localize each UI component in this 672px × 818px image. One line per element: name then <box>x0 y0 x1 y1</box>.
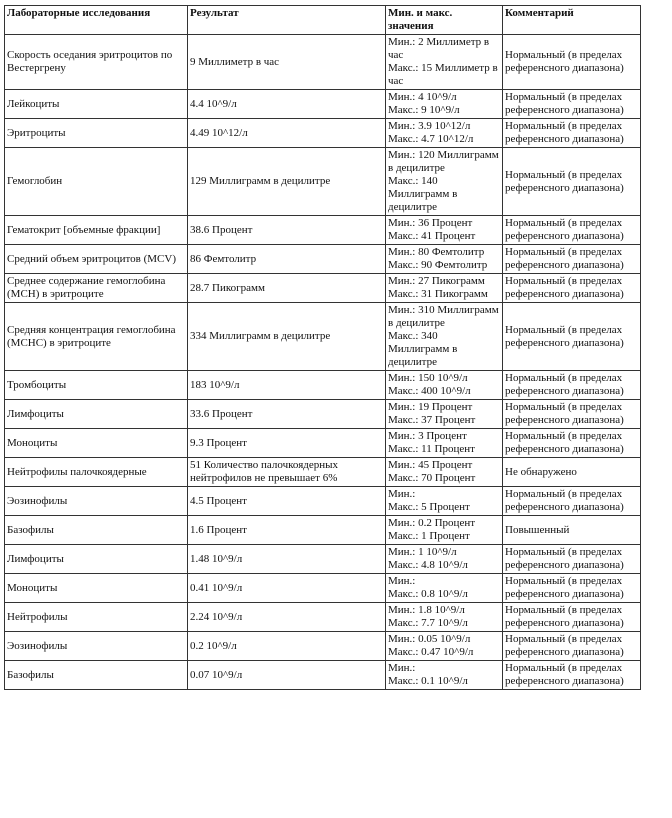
cell-comment: Нормальный (в пределах референсного диапазона) <box>503 371 641 400</box>
table-row <box>5 303 641 371</box>
cell-range: Мин.: Макс.: 0.8 10^9/л <box>386 574 503 603</box>
cell-result: 38.6 Процент <box>188 216 386 245</box>
cell-result: 0.2 10^9/л <box>188 632 386 661</box>
cell-result: 1.6 Процент <box>188 516 386 545</box>
cell-comment: Нормальный (в пределах референсного диапазона) <box>503 632 641 661</box>
cell-range: Мин.: 80 Фемтолитр Макс.: 90 Фемтолитр <box>386 245 503 274</box>
cell-result: 334 Миллиграмм в децилитре <box>188 303 386 371</box>
cell-test: Эритроциты <box>5 119 188 148</box>
table-row <box>5 371 641 400</box>
cell-result: 1.48 10^9/л <box>188 545 386 574</box>
cell-test: Лейкоциты <box>5 90 188 119</box>
cell-comment: Нормальный (в пределах референсного диапазона) <box>503 119 641 148</box>
header-result: Результат <box>188 6 386 35</box>
table-row <box>5 487 641 516</box>
cell-range: Мин.: 27 Пикограмм Макс.: 31 Пикограмм <box>386 274 503 303</box>
table-row <box>5 429 641 458</box>
cell-range: Мин.: Макс.: 0.1 10^9/л <box>386 661 503 690</box>
cell-comment: Нормальный (в пределах референсного диапазона) <box>503 545 641 574</box>
cell-range: Мин.: 150 10^9/л Макс.: 400 10^9/л <box>386 371 503 400</box>
cell-comment: Нормальный (в пределах референсного диапазона) <box>503 216 641 245</box>
table-row <box>5 35 641 90</box>
table-row <box>5 661 641 690</box>
table-row <box>5 148 641 216</box>
cell-test: Нейтрофилы палочкоядерные <box>5 458 188 487</box>
table-row <box>5 400 641 429</box>
cell-result: 2.24 10^9/л <box>188 603 386 632</box>
cell-test: Средняя концентрация гемоглобина (MCHC) в эритроците <box>5 303 188 371</box>
cell-result: 33.6 Процент <box>188 400 386 429</box>
table-row <box>5 574 641 603</box>
table-row <box>5 119 641 148</box>
cell-test: Среднее содержание гемоглобина (MCH) в эритроците <box>5 274 188 303</box>
cell-comment: Нормальный (в пределах референсного диапазона) <box>503 603 641 632</box>
lab-results-table <box>4 5 641 690</box>
cell-test: Средний объем эритроцитов (MCV) <box>5 245 188 274</box>
cell-comment: Нормальный (в пределах референсного диапазона) <box>503 303 641 371</box>
header-range: Мин. и макс. значения <box>386 6 503 35</box>
cell-range: Мин.: Макс.: 5 Процент <box>386 487 503 516</box>
cell-test: Лимфоциты <box>5 400 188 429</box>
cell-test: Гематокрит [объемные фракции] <box>5 216 188 245</box>
cell-test: Тромбоциты <box>5 371 188 400</box>
cell-comment: Нормальный (в пределах референсного диапазона) <box>503 245 641 274</box>
table-row <box>5 245 641 274</box>
cell-comment: Не обнаружено <box>503 458 641 487</box>
table-row <box>5 216 641 245</box>
cell-result: 9 Миллиметр в час <box>188 35 386 90</box>
table-row <box>5 632 641 661</box>
cell-comment: Нормальный (в пределах референсного диапазона) <box>503 400 641 429</box>
header-test: Лабораторные исследования <box>5 6 188 35</box>
cell-range: Мин.: 1.8 10^9/л Макс.: 7.7 10^9/л <box>386 603 503 632</box>
cell-comment: Нормальный (в пределах референсного диапазона) <box>503 35 641 90</box>
table-row <box>5 90 641 119</box>
table-row <box>5 274 641 303</box>
cell-range: Мин.: 0.05 10^9/л Макс.: 0.47 10^9/л <box>386 632 503 661</box>
cell-range: Мин.: 4 10^9/л Макс.: 9 10^9/л <box>386 90 503 119</box>
header-comment: Комментарий <box>503 6 641 35</box>
cell-range: Мин.: 0.2 Процент Макс.: 1 Процент <box>386 516 503 545</box>
cell-range: Мин.: 36 Процент Макс.: 41 Процент <box>386 216 503 245</box>
cell-test: Нейтрофилы <box>5 603 188 632</box>
cell-result: 4.49 10^12/л <box>188 119 386 148</box>
cell-range: Мин.: 19 Процент Макс.: 37 Процент <box>386 400 503 429</box>
cell-result: 28.7 Пикограмм <box>188 274 386 303</box>
table-row <box>5 516 641 545</box>
cell-range: Мин.: 3 Процент Макс.: 11 Процент <box>386 429 503 458</box>
cell-result: 4.5 Процент <box>188 487 386 516</box>
cell-comment: Нормальный (в пределах референсного диапазона) <box>503 90 641 119</box>
cell-result: 129 Миллиграмм в децилитре <box>188 148 386 216</box>
cell-comment: Нормальный (в пределах референсного диапазона) <box>503 487 641 516</box>
cell-comment: Нормальный (в пределах референсного диапазона) <box>503 574 641 603</box>
cell-test: Гемоглобин <box>5 148 188 216</box>
cell-range: Мин.: 310 Миллиграмм в децилитре Макс.: 340 Миллиграмм в децилитре <box>386 303 503 371</box>
table-row <box>5 458 641 487</box>
cell-result: 4.4 10^9/л <box>188 90 386 119</box>
cell-test: Моноциты <box>5 574 188 603</box>
cell-comment: Нормальный (в пределах референсного диапазона) <box>503 429 641 458</box>
cell-test: Скорость оседания эритроцитов по Вестергрену <box>5 35 188 90</box>
cell-test: Лимфоциты <box>5 545 188 574</box>
cell-range: Мин.: 120 Миллиграмм в децилитре Макс.: 140 Миллиграмм в децилитре <box>386 148 503 216</box>
cell-test: Эозинофилы <box>5 487 188 516</box>
cell-range: Мин.: 3.9 10^12/л Макс.: 4.7 10^12/л <box>386 119 503 148</box>
cell-range: Мин.: 2 Миллиметр в час Макс.: 15 Миллиметр в час <box>386 35 503 90</box>
cell-result: 0.41 10^9/л <box>188 574 386 603</box>
cell-result: 86 Фемтолитр <box>188 245 386 274</box>
cell-range: Мин.: 1 10^9/л Макс.: 4.8 10^9/л <box>386 545 503 574</box>
table-header-row <box>5 6 641 35</box>
cell-test: Моноциты <box>5 429 188 458</box>
cell-result: 0.07 10^9/л <box>188 661 386 690</box>
cell-test: Базофилы <box>5 516 188 545</box>
cell-comment: Нормальный (в пределах референсного диапазона) <box>503 148 641 216</box>
table-row <box>5 603 641 632</box>
cell-result: 51 Количество палочкоядерных нейтрофилов не превышает 6% <box>188 458 386 487</box>
cell-comment: Нормальный (в пределах референсного диапазона) <box>503 661 641 690</box>
cell-comment: Повышенный <box>503 516 641 545</box>
cell-range: Мин.: 45 Процент Макс.: 70 Процент <box>386 458 503 487</box>
cell-result: 183 10^9/л <box>188 371 386 400</box>
table-row <box>5 545 641 574</box>
cell-test: Эозинофилы <box>5 632 188 661</box>
cell-result: 9.3 Процент <box>188 429 386 458</box>
cell-comment: Нормальный (в пределах референсного диапазона) <box>503 274 641 303</box>
cell-test: Базофилы <box>5 661 188 690</box>
